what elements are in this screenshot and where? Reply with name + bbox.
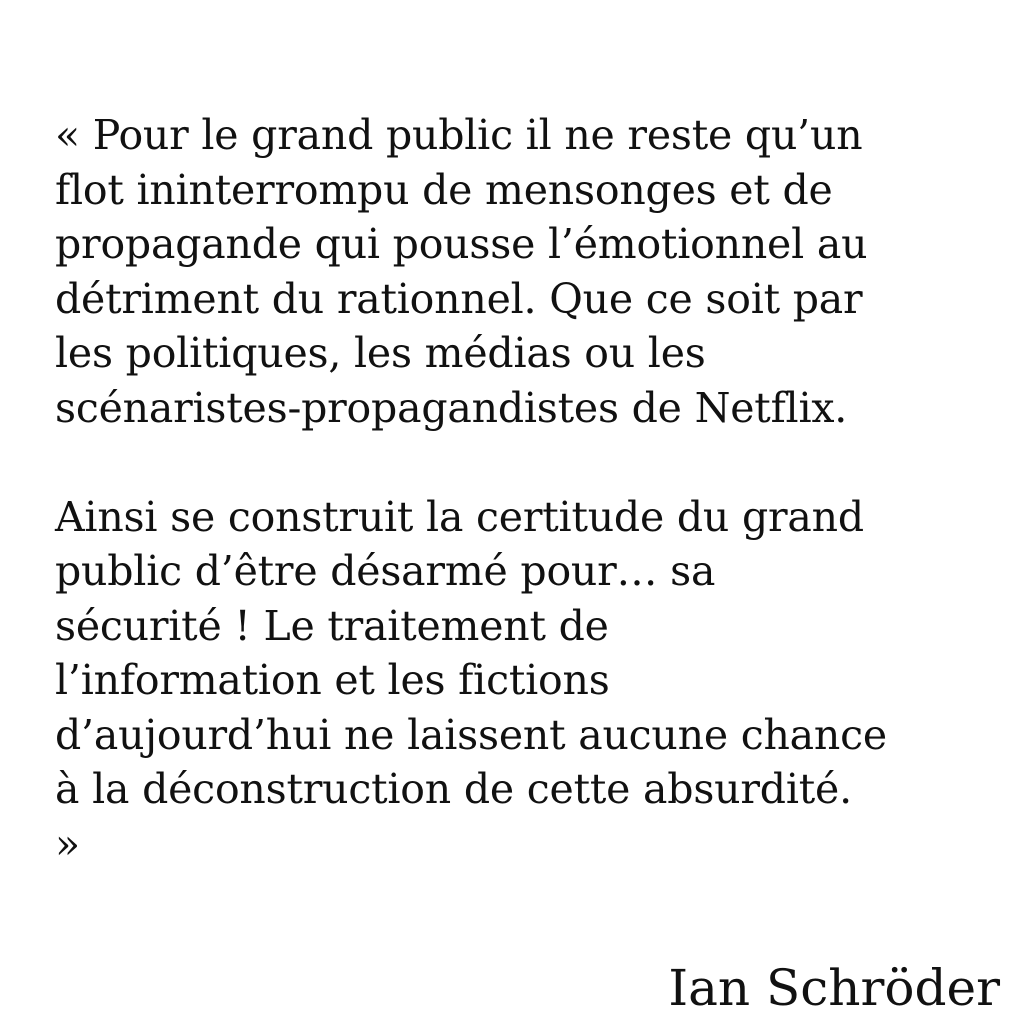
author-name: Ian Schröder [668, 959, 1000, 1017]
quote-line: à la déconstruction de cette absurdité. [55, 765, 852, 813]
quote-line: d’aujourd’hui ne laissent aucune chance [55, 710, 887, 759]
paragraph-break [55, 435, 995, 490]
quote-text [55, 108, 995, 871]
quote-line: scénaristes-propagandistes de Netflix. [55, 383, 848, 432]
quote-line: « Pour le grand public il ne reste qu’un [55, 111, 863, 159]
quote-line: détriment du rationnel. Que ce soit par [55, 274, 863, 323]
quote-line: l’information et les fictions [55, 656, 610, 704]
quote-line: public d’être désarmé pour… sa [55, 547, 716, 595]
quote-line: Ainsi se construit la certitude du grand [55, 492, 864, 541]
closing-quote-mark: » [55, 819, 80, 868]
quote-line: flot ininterrompu de mensonges et de [55, 165, 833, 214]
quote-line: sécurité ! Le traitement de [55, 601, 609, 650]
quote-line: propagande qui pousse l’émotionnel au [55, 220, 868, 268]
quote-line: les politiques, les médias ou les [55, 329, 706, 377]
